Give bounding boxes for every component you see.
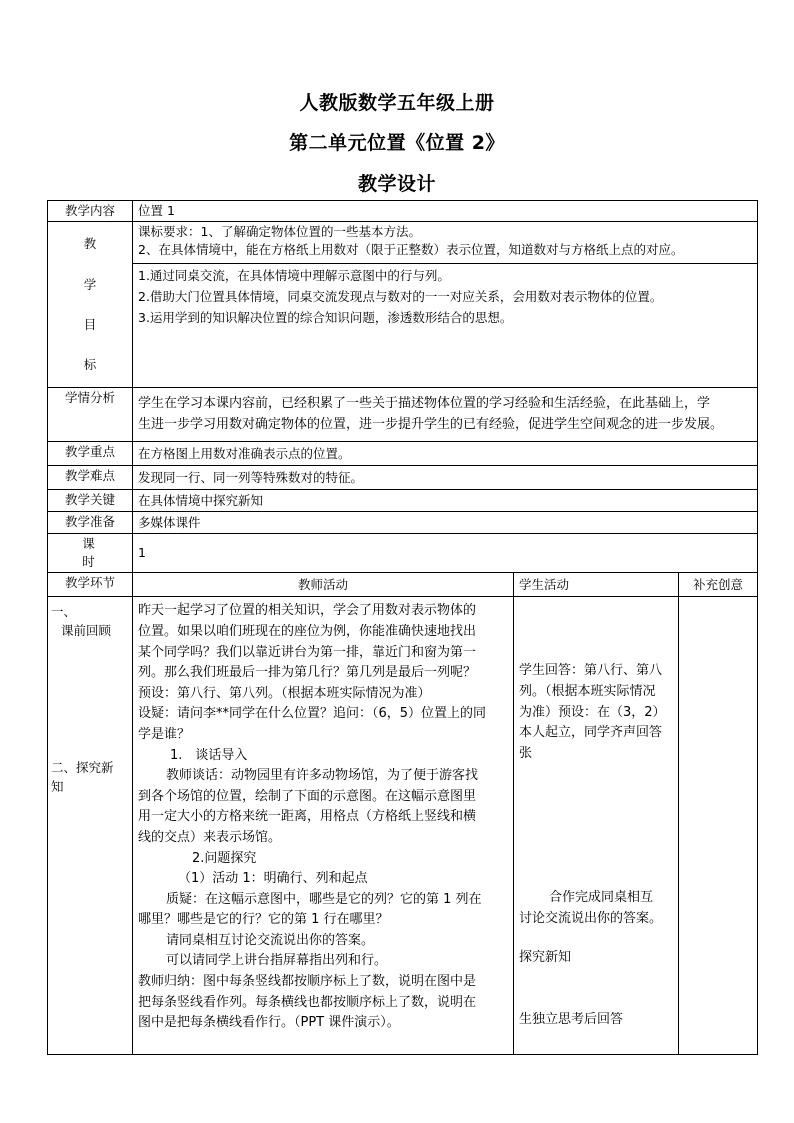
- key-label: 教学关键: [48, 490, 133, 512]
- header-stage: 教学环节: [48, 573, 133, 597]
- hours-label: 课时: [48, 534, 133, 573]
- review-line-1: 昨天一起学习了位置的相关知识，学会了用数对表示物体的: [138, 603, 477, 619]
- cooperate-line-2: 讨论交流说出你的答案。: [519, 910, 663, 926]
- question-line-1: 质疑：在这幅示意图中，哪些是它的列？它的第 1 列在: [166, 891, 482, 907]
- row-key: [48, 490, 758, 512]
- question-line-2: 哪里？哪些是它的行？它的第 1 行在哪里？: [138, 912, 389, 928]
- goals-standard: [133, 222, 758, 264]
- discuss-line: 请同桌相互讨论交流说出你的答案。: [166, 932, 375, 948]
- doc-title-unit: 第二单元位置《位置 2》: [289, 132, 505, 154]
- row-process-header: [48, 573, 758, 597]
- analysis-label: 学情分析: [48, 388, 133, 442]
- analysis-text: [133, 388, 758, 442]
- stage-2-title-end: 知: [51, 778, 64, 794]
- header-student: 学生活动: [514, 573, 679, 597]
- doc-title-design: 教学设计: [357, 173, 436, 195]
- invite-line: 可以请同学上讲台指屏幕指出列和行。: [166, 953, 388, 969]
- content-value: 位置 1: [133, 201, 758, 222]
- header-extra: 补充创意: [679, 573, 758, 597]
- summary-line-2: 把每条竖线看作列。每条横线也都按顺序标上了数，说明在: [138, 994, 477, 1010]
- activity-title: （1）活动 1：明确行、列和起点: [178, 871, 368, 887]
- row-process-body: [48, 597, 758, 1055]
- row-hours: [48, 534, 758, 573]
- intro-line-4: 线的交点）来表示场馆。: [138, 829, 282, 845]
- review-line-3: 某个同学吗？我们以靠近讲台为第一排，靠近门和窗为第一: [138, 644, 477, 660]
- hours-value: 1: [133, 534, 758, 573]
- goals-label-char-1: 教: [83, 236, 97, 252]
- explore-title: 2.问题探究: [192, 850, 257, 866]
- standard-line-1: 课标要求：1、了解确定物体位置的一些基本方法。: [138, 224, 421, 240]
- row-goals-objectives: [48, 264, 758, 388]
- key-point-value: 在方格图上用数对准确表示点的位置。: [133, 442, 758, 466]
- standard-line-2: 2、在具体情境中，能在方格纸上用数对（限于正整数）表示位置，知道数对与方格纸上点的对应。: [138, 242, 684, 258]
- objective-1: 1.通过同桌交流，在具体情境中理解示意图中的行与列。: [138, 268, 450, 284]
- row-content: [48, 201, 758, 222]
- content-label: 教学内容: [48, 201, 133, 222]
- goals-label: [48, 222, 133, 388]
- row-key-point: [48, 442, 758, 466]
- prep-label: 教学准备: [48, 512, 133, 534]
- extra-column: [679, 597, 758, 1055]
- stage-1-title: 课前回顾: [61, 623, 112, 639]
- objective-2: 2.借助大门位置具体情境，同桌交流发现点与数对的一一对应关系，会用数对表示物体的位置。: [138, 289, 663, 305]
- teacher-activity: [133, 597, 514, 1055]
- review-line-7: 学是谁？: [138, 726, 191, 742]
- row-difficulty: [48, 466, 758, 490]
- difficulty-value: 发现同一行、同一列等特殊数对的特征。: [133, 466, 758, 490]
- stage-1-number: 一、: [51, 604, 77, 620]
- intro-line-1: 教师谈话：动物园里有许多动物场馆，为了便于游客找: [166, 768, 479, 784]
- review-line-2: 位置。如果以咱们班现在的座位为例，你能准确快速地找出: [138, 623, 477, 639]
- stage-column: [48, 597, 133, 1055]
- intro-line-2: 到各个场馆的位置，绘制了下面的示意图。在这幅示意图里: [138, 788, 477, 804]
- row-goals-standard: [48, 222, 758, 264]
- review-line-6: 设疑：请问李**同学在什么位置？追问：（6，5）位置上的同: [138, 706, 487, 722]
- goals-label-char-4: 标: [83, 356, 97, 372]
- answer-line-5: 张: [519, 745, 533, 761]
- goals-objectives: [133, 264, 758, 388]
- difficulty-label: 教学难点: [48, 466, 133, 490]
- answer-line-3: 为准）预设：在（3，2）: [519, 704, 666, 720]
- review-line-4: 列。那么我们班最后一排为第几行？第几列是最后一列呢？: [138, 665, 477, 681]
- analysis-line-2: 生进一步学习用数对确定物体的位置，进一步提升学生的已有经验，促进学生空间观念的进一步发展。: [138, 416, 724, 432]
- row-prep: [48, 512, 758, 534]
- goals-label-char-2: 学: [83, 276, 97, 292]
- objective-3: 3.运用学到的知识解决位置的综合知识问题，渗透数形结合的思想。: [138, 310, 513, 326]
- cooperate-line-1: 合作完成同桌相互: [549, 890, 654, 906]
- goals-label-char-3: 目: [83, 316, 97, 332]
- prep-value: 多媒体课件: [133, 512, 758, 534]
- analysis-line-1: 学生在学习本课内容前，已经积累了一些关于描述物体位置的学习经验和生活经验，在此基础上，学: [138, 395, 711, 411]
- row-analysis: [48, 388, 758, 442]
- summary-line-1: 教师归纳：图中每条竖线都按顺序标上了数，说明在图中是: [138, 974, 477, 990]
- answer-line-4: 本人起立，同学齐声回答: [519, 725, 663, 741]
- review-line-5: 预设：第八行、第八列。（根据本班实际情况为准）: [138, 685, 431, 701]
- student-activity: [514, 597, 679, 1055]
- lesson-plan-table: [47, 200, 758, 1055]
- key-point-label: 教学重点: [48, 442, 133, 466]
- intro-line-3: 用一定大小的方格来统一距离，用格点（方格纸上竖线和横: [138, 809, 477, 825]
- header-teacher: 教师活动: [133, 573, 514, 597]
- key-value: 在具体情境中探究新知: [133, 490, 758, 512]
- doc-title-textbook: 人教版数学五年级上册: [299, 92, 495, 114]
- explore-note: 探究新知: [519, 949, 572, 965]
- think-note: 生独立思考后回答: [519, 1012, 624, 1028]
- intro-title: 1. 谈话导入: [170, 747, 248, 763]
- summary-line-3: 图中是把每条横线看作行。（PPT 课件演示）。: [138, 1015, 400, 1031]
- stage-2-title: 二、探究新: [51, 759, 114, 775]
- answer-line-2: 列。（根据本班实际情况: [519, 683, 656, 699]
- answer-line-1: 学生回答：第八行、第八: [519, 663, 663, 679]
